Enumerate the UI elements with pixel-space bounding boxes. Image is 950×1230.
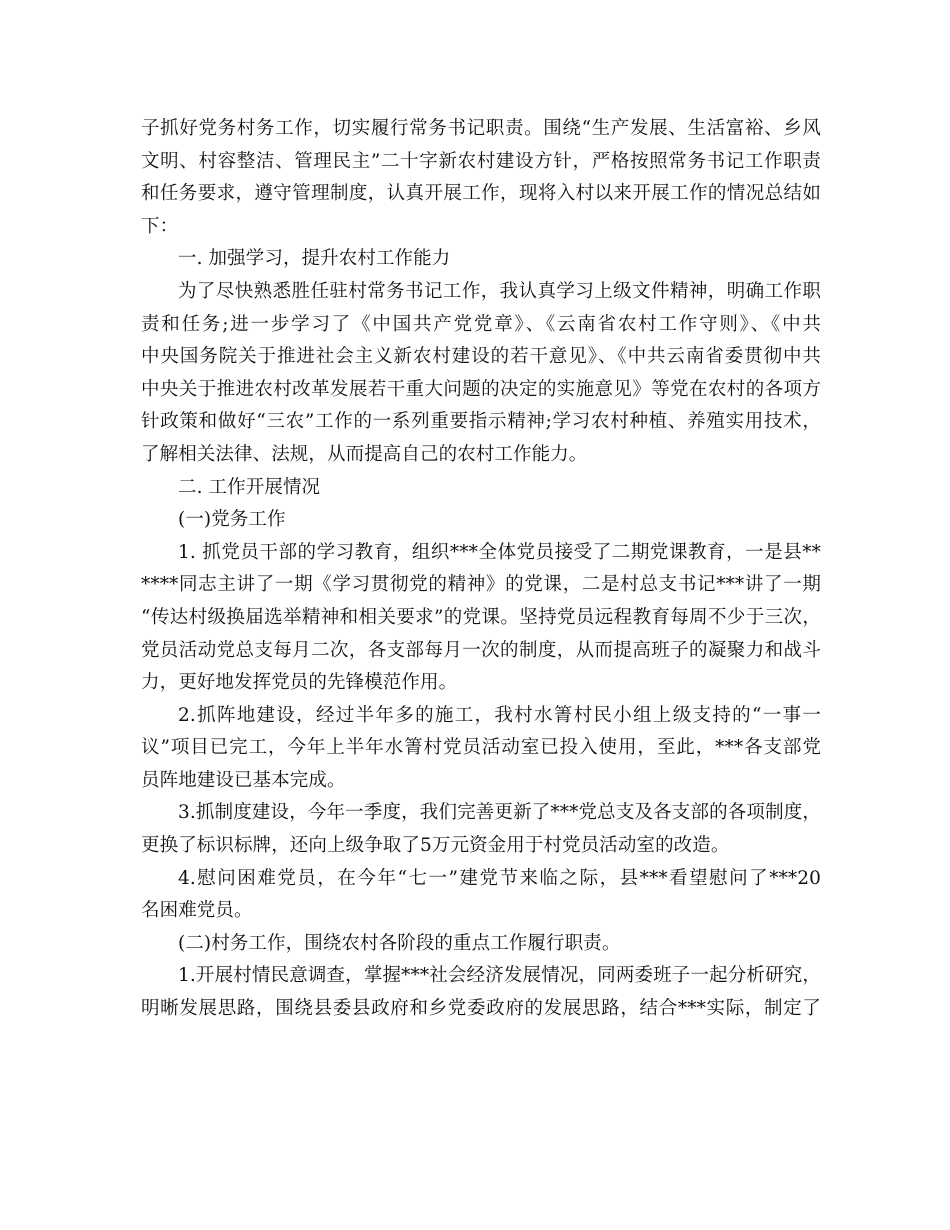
document-page [141,113,821,1026]
text-line: 针政策和做好“三农”工作的一系列重要指示精神;学习农村种植、养殖实用技术， [141,411,821,433]
section-heading: 一. 加强学习，提升农村工作能力 [178,248,451,270]
section-heading: 二. 工作开展情况 [178,476,321,498]
text-line: “传达村级换届选举精神和相关要求”的党课。坚持党员远程教育每周不少于三次， [141,606,821,628]
subsection-heading: (一)党务工作 [178,509,286,531]
text-line: 文明、村容整洁、管理民主”二十字新农村建设方针，严格按照常务书记工作职责 [141,150,821,172]
text-line: 中央关于推进农村改革发展若干重大问题的决定的实施意见》等党在农村的各项方 [141,378,821,400]
text-line: 议”项目已完工，今年上半年水箐村党员活动室已投入使用，至此，***各支部党 [141,737,821,759]
text-line: 员阵地建设已基本完成。 [141,769,346,791]
text-line: 3.抓制度建设，今年一季度，我们完善更新了***党总支及各支部的各项制度， [178,802,821,824]
text-line: 名困难党员。 [141,900,253,922]
text-line: 更换了标识标牌，还向上级争取了5万元资金用于村党员活动室的改造。 [141,835,730,857]
text-line: ****同志主讲了一期《学习贯彻党的精神》的党课，二是村总支书记***讲了一期 [141,574,821,596]
text-line: 党员活动党总支每月二次，各支部每月一次的制度，从而提高班子的凝聚力和战斗 [141,639,821,661]
text-line: 2.抓阵地建设，经过半年多的施工，我村水箐村民小组上级支持的“一事一 [178,704,821,726]
text-line: 1. 抓党员干部的学习教育，组织***全体党员接受了二期党课教育，一是县** [178,541,821,563]
text-line: 了解相关法律、法规，从而提高自己的农村工作能力。 [141,443,588,465]
text-line: 为了尽快熟悉胜任驻村常务书记工作，我认真学习上级文件精神，明确工作职 [178,280,821,302]
text-line: 明晰发展思路，围绕县委县政府和乡党委政府的发展思路，结合***实际，制定了 [141,998,821,1020]
text-line: 4.慰问困难党员，在今年“七一”建党节来临之际，县***看望慰问了***20 [178,867,821,889]
subsection-heading: (二)村务工作，围绕农村各阶段的重点工作履行职责。 [178,932,621,954]
text-line: 子抓好党务村务工作，切实履行常务书记职责。围绕“生产发展、生活富裕、乡风 [141,118,821,139]
text-line: 下： [141,215,179,237]
text-line: 1.开展村情民意调查，掌握***社会经济发展情况，同两委班子一起分析研究， [178,965,821,987]
text-line: 责和任务;进一步学习了《中国共产党党章》、《云南省农村工作守则》、《中共 [141,313,821,335]
text-line: 中央国务院关于推进社会主义新农村建设的若干意见》、《中共云南省委贯彻中共 [141,346,821,368]
text-line: 和任务要求，遵守管理制度，认真开展工作，现将入村以来开展工作的情况总结如 [141,183,821,205]
text-line: 力，更好地发挥党员的先锋模范作用。 [141,672,458,694]
